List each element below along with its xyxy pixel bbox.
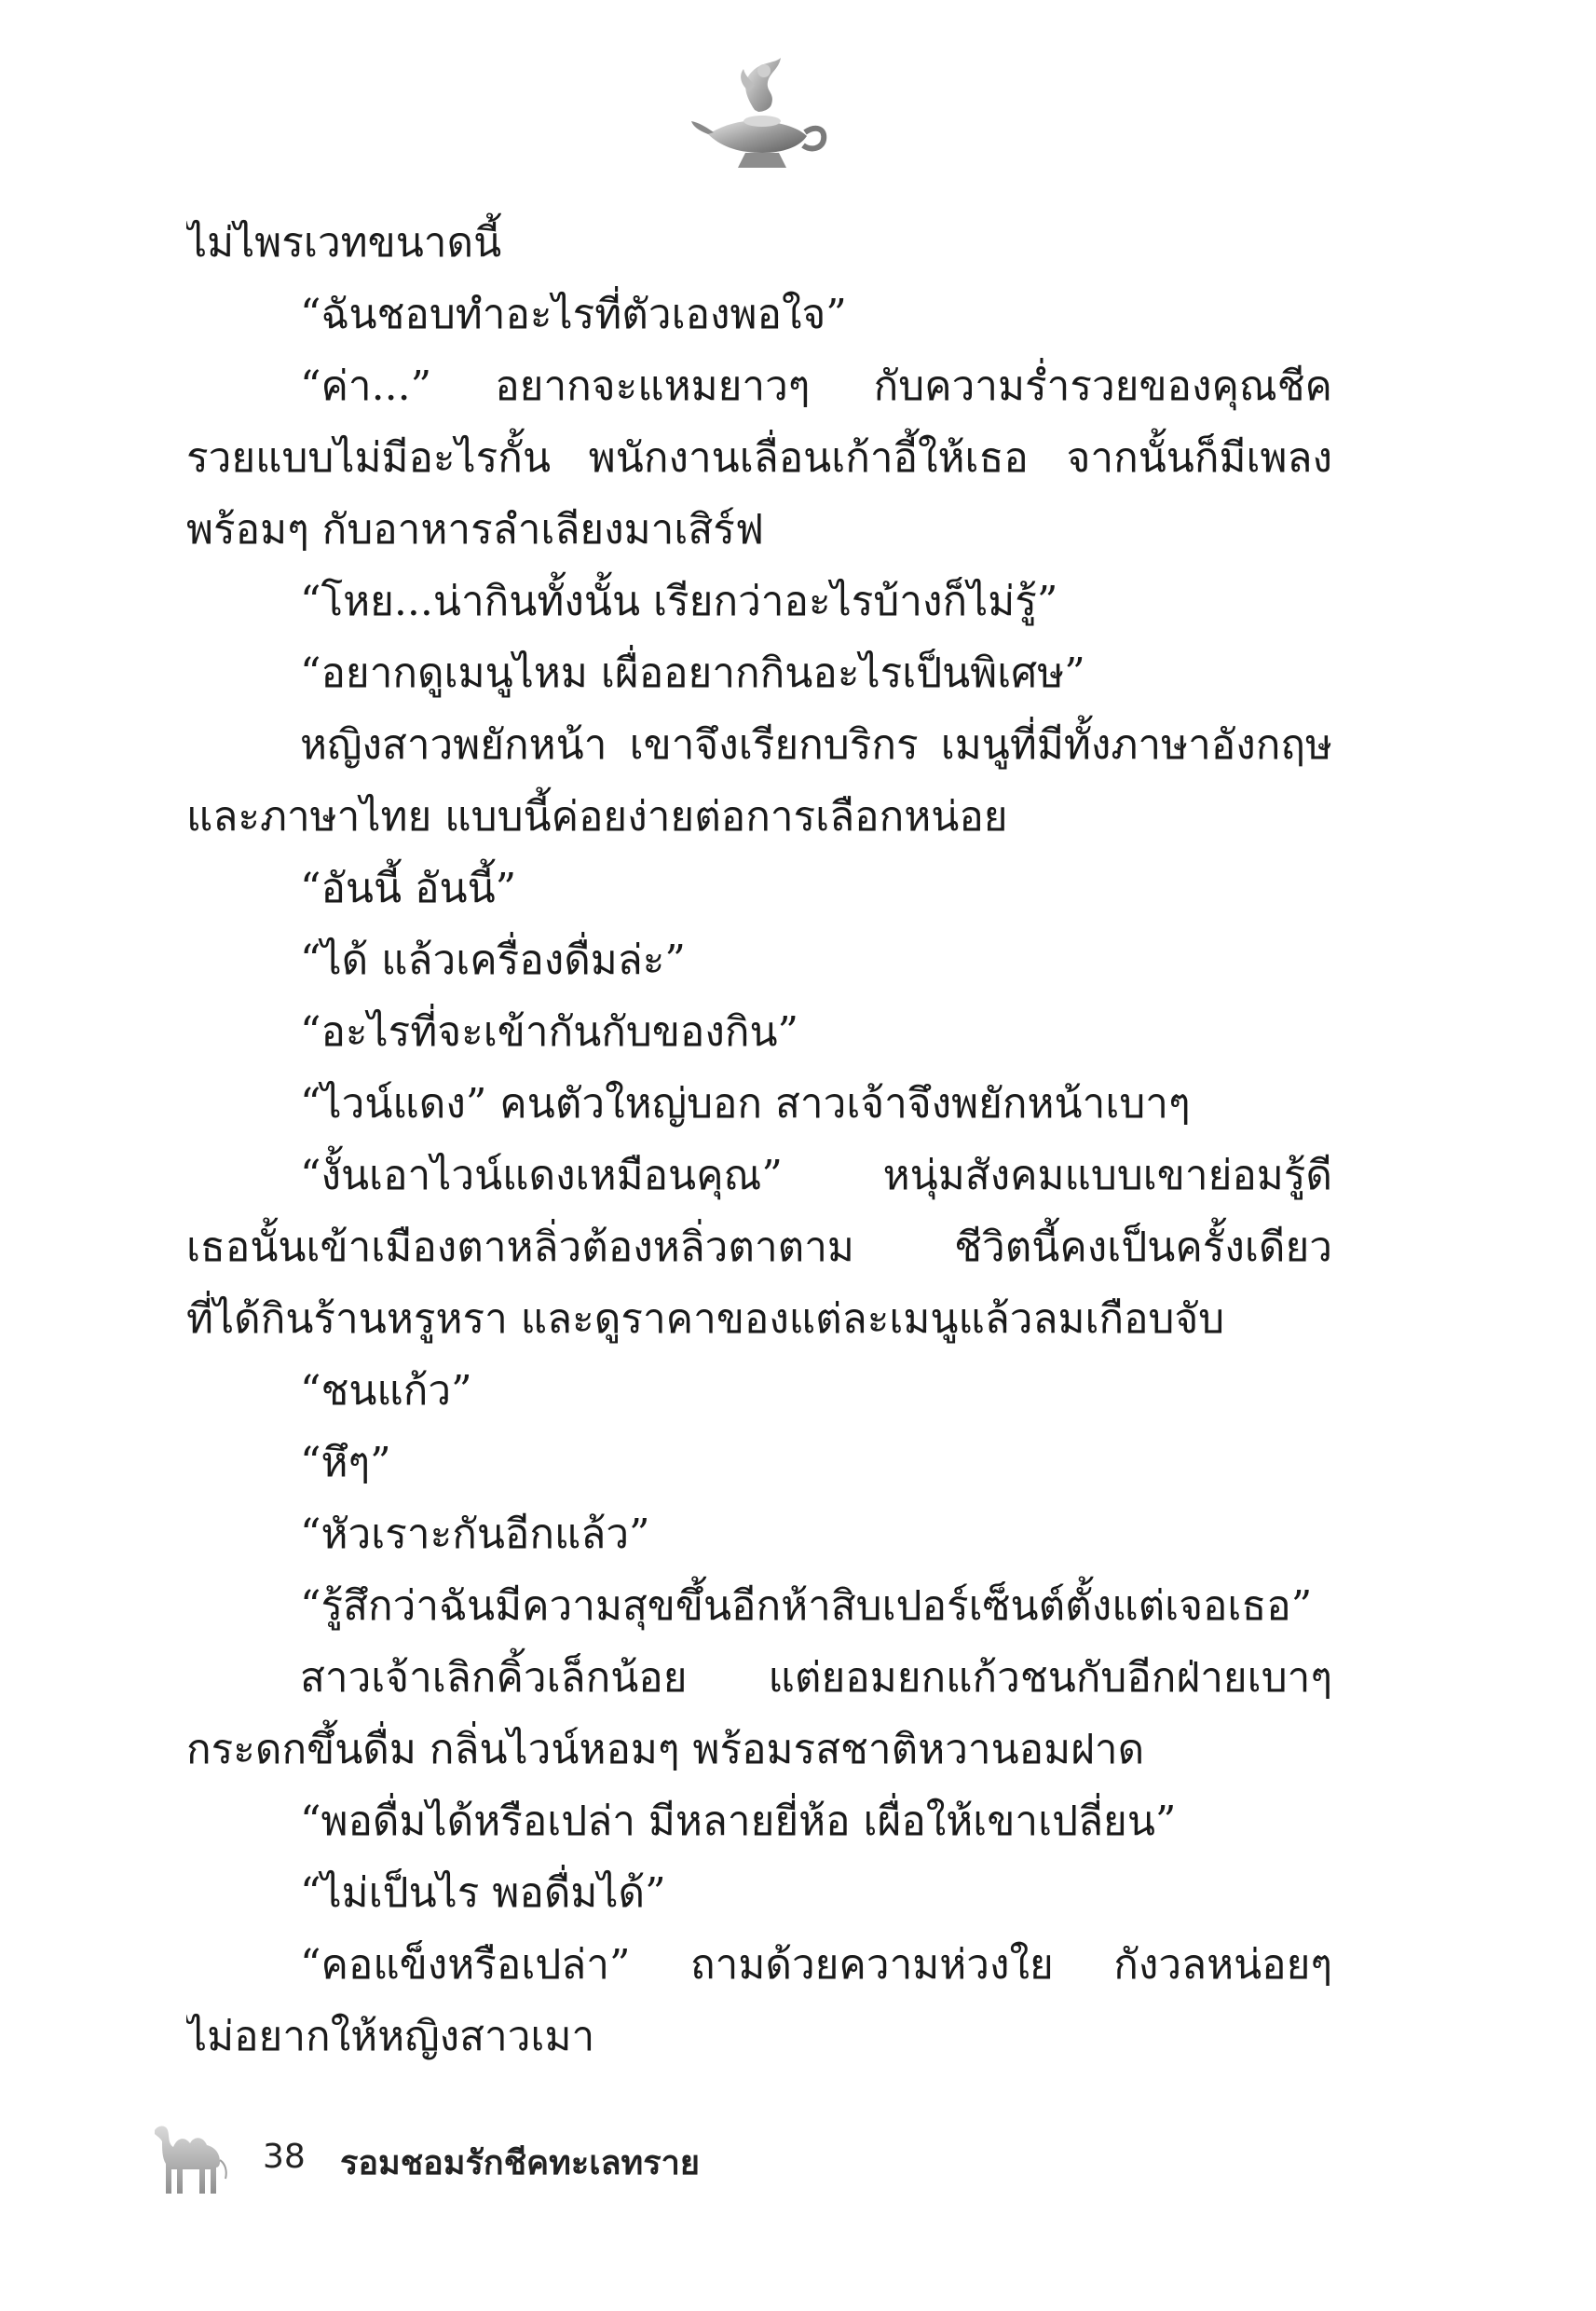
text-line: “ค่า...” อยากจะแหมยาวๆ กับความร่ำรวยของคุณชีค (300, 362, 1332, 410)
text-line: “คอแข็งหรือเปล่า” ถามด้วยความห่วงใย กังวลหน่อยๆ (300, 1941, 1332, 1989)
text-line: พร้อมๆ กับอาหารลำเลียงมาเสิร์ฟ (186, 506, 765, 554)
text-line: “ชนแก้ว” (300, 1367, 472, 1415)
text-line: “อะไรที่จะเข้ากันกับของกิน” (300, 1008, 799, 1056)
text-line: สาวเจ้าเลิกคิ้วเล็กน้อย แต่ยอมยกแก้วชนกับอีกฝ่ายเบาๆ (300, 1654, 1332, 1702)
text-line: “หัวเราะกันอีกแล้ว” (300, 1511, 650, 1558)
text-line: “ไวน์แดง” คนตัวใหญ่บอก สาวเจ้าจึงพยักหน้าเบาๆ (300, 1080, 1191, 1128)
text-line: กระดกขึ้นดื่ม กลิ่นไวน์หอมๆ พร้อมรสชาติหวานอมฝาด (186, 1726, 1145, 1773)
text-line: “รู้สึกว่าฉันมีความสุขขึ้นอีกห้าสิบเปอร์เซ็นต์ตั้งแต่เจอเธอ” (300, 1582, 1313, 1630)
text-line: “ไม่เป็นไร พอดื่มได้” (300, 1869, 666, 1917)
text-line: “ได้ แล้วเครื่องดื่มล่ะ” (300, 937, 686, 984)
text-line: เธอนั้นเข้าเมืองตาหลิ่วต้องหลิ่วตาตาม ชีวิตนี้คงเป็นครั้งเดียว (186, 1224, 1332, 1271)
text-line: หญิงสาวพยักหน้า เขาจึงเรียกบริกร เมนูที่มีทั้งภาษาอังกฤษ (300, 721, 1332, 769)
body-text (186, 207, 1332, 2072)
text-line: “ฉันชอบทำอะไรที่ตัวเองพอใจ” (300, 291, 847, 338)
text-line: “อันนี้ อันนี้” (300, 865, 517, 912)
text-line: “หึๆ” (300, 1439, 391, 1486)
genie-lamp-icon (689, 54, 829, 175)
text-line: รวยแบบไม่มีอะไรกั้น พนักงานเลื่อนเก้าอี้ให้เธอ จากนั้นก็มีเพลง (186, 434, 1332, 482)
text-line: “งั้นเอาไวน์แดงเหมือนคุณ” หนุ่มสังคมแบบเขาย่อมรู้ดี (300, 1152, 1332, 1199)
text-line: “อยากดูเมนูไหม เผื่ออยากกินอะไรเป็นพิเศษ” (300, 650, 1085, 697)
text-line: ไม่ไพรเวทขนาดนี้ (186, 219, 502, 267)
text-line: “พอดื่มได้หรือเปล่า มีหลายยี่ห้อ เผื่อให้เขาเปลี่ยน” (300, 1798, 1177, 1845)
page-number: 38 (263, 2138, 306, 2176)
text-line: และภาษาไทย แบบนี้ค่อยง่ายต่อการเลือกหน่อย (186, 793, 1008, 841)
text-line: ไม่อยากให้หญิงสาวเมา (186, 2013, 595, 2060)
text-line: “โหย...น่ากินทั้งนั้น เรียกว่าอะไรบ้างก็ไม่รู้” (300, 578, 1058, 625)
book-title: รอมชอมรักชีคทะเลทราย (340, 2144, 700, 2182)
camel-icon (149, 2115, 233, 2199)
page-footer (149, 2115, 894, 2199)
text-line: ที่ได้กินร้านหรูหรา และดูราคาของแต่ละเมนูแล้วลมเกือบจับ (186, 1295, 1225, 1343)
